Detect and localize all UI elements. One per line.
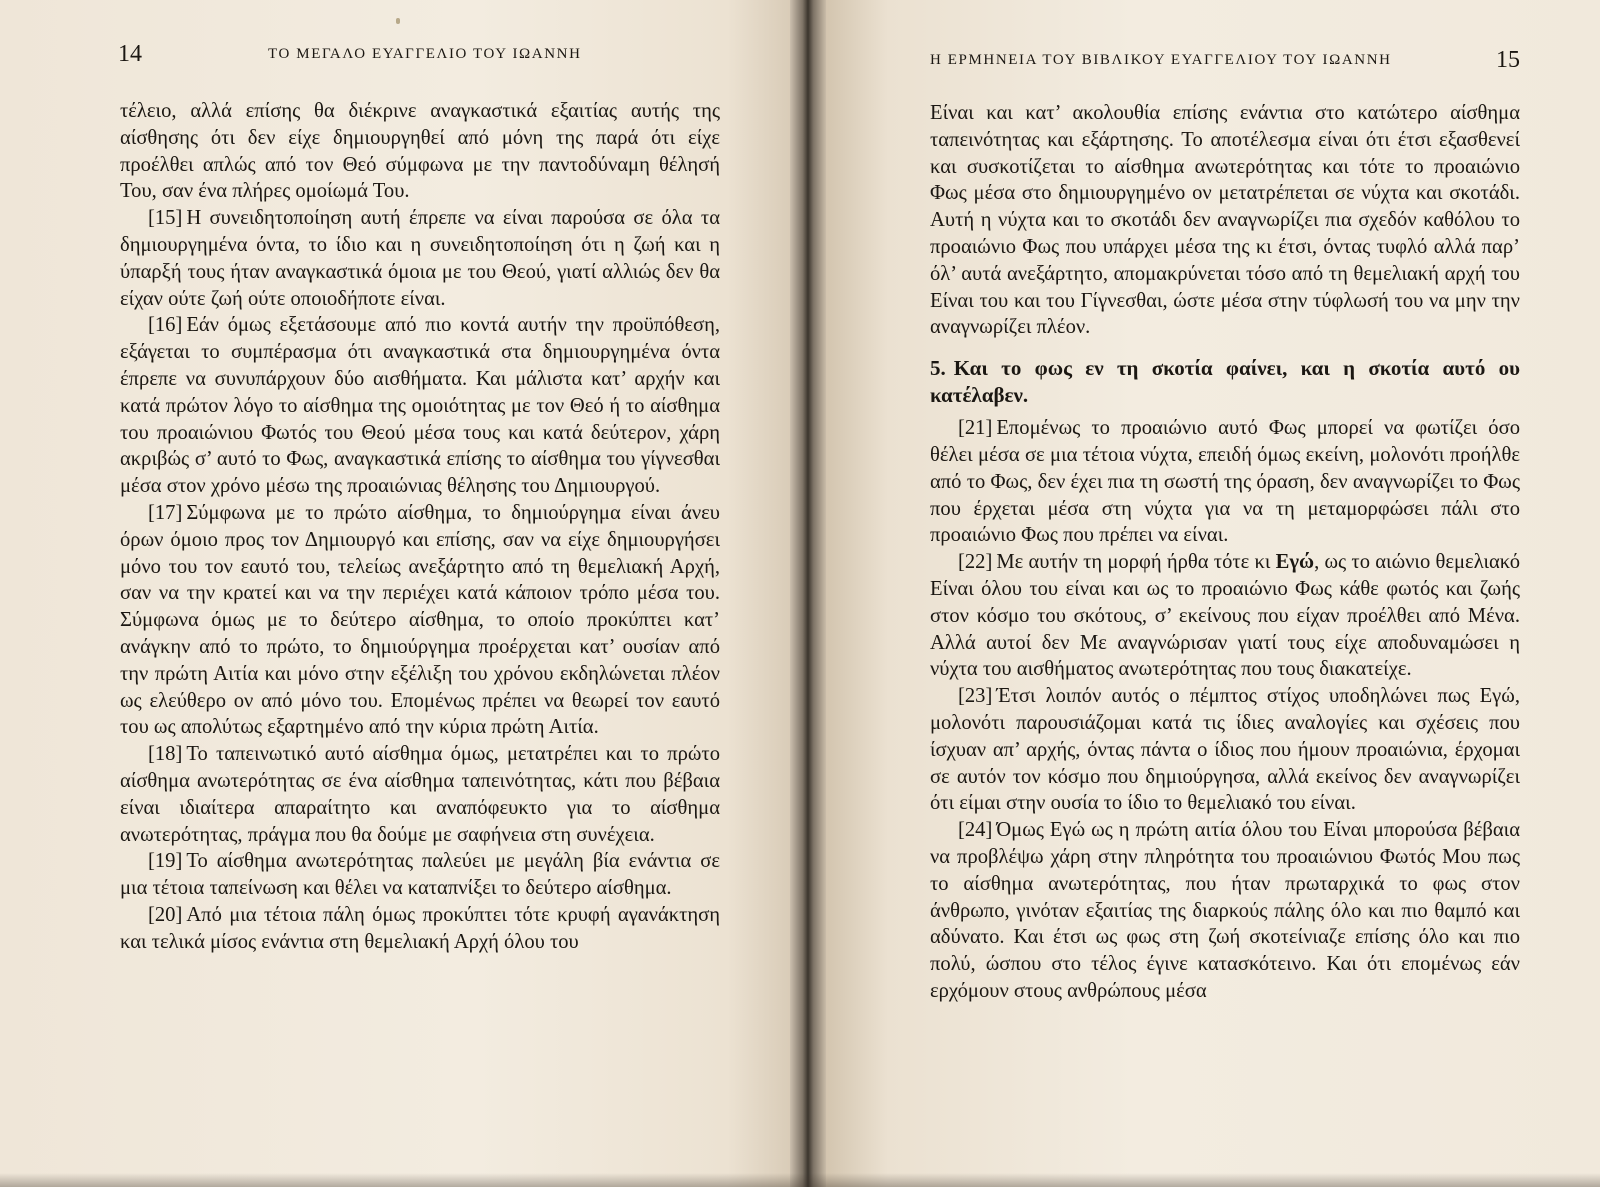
paragraph-text: Είναι και κατ’ ακολουθία επίσης ενάντια στο κατώτερο αίσθημα ταπεινότητας και εξάρτησης. Το αποτέλεσμα είναι ότι έτσι εξασθενεί και συσκοτίζεται το αίσθημα ανωτερότητας και τότε το προαιώνιο Φως μέσα στο δημιουργημένο ον μετατρέπεται σε νύχτα και σκοτάδι. Αυτή η νύχτα και το σκοτάδι δεν αναγνωρίζει πια σχεδόν καθόλου το προαιώνιο Φως που υπάρχει μέσα της κι έτσι, όντας τυφλό αλλά παρ’ όλ’ αυτά ανεξάρτητο, απομακρύνεται τόσο από τη θεμελιακή αρχή του Είναι του και του Γίγνεσθαι, ώστε μέσα στην τύφλωσή του να μην την αναγνωρίζει πλέον. bbox=[930, 102, 1520, 339]
paragraph-21 bbox=[930, 415, 1520, 549]
paragraph-number: [21] bbox=[958, 417, 993, 440]
paragraph-number: [15] bbox=[148, 207, 183, 230]
paragraph-text: Το ταπεινωτικό αυτό αίσθημα όμως, μετατρέπει και το πρώτο αίσθημα ανωτερότητας σε ένα αίσθημα ταπεινότητας, κάτι που βέβαια είναι ιδιαίτερα απαραίτητο και αναπόφευκτο για το αίσθημα ανωτερότητας, πράγμα που θα δούμε με σαφήνεια στη συνέχεια. bbox=[120, 743, 720, 846]
paragraph-number: [23] bbox=[958, 685, 993, 708]
right-page-number: 15 bbox=[1496, 47, 1520, 73]
paragraph-number: [18] bbox=[148, 743, 183, 766]
paragraph-20 bbox=[120, 902, 720, 956]
paragraph-text: τέλειο, αλλά επίσης θα διέκρινε αναγκαστικά εξαιτίας αυτής της αίσθησης ότι δεν είχε δημιουργηθεί από μόνη της παρά ότι είχε προέλθει απλώς από τον Θεό σύμφωνα με την παντοδύναμη θέλησή Του, σαν ένα πλήρες ομοίωμά Του. bbox=[120, 100, 720, 203]
left-text-block bbox=[120, 98, 720, 956]
paragraph-22 bbox=[930, 549, 1520, 683]
paragraph-text: Όμως Εγώ ως η πρώτη αιτία όλου του Είναι μπορούσα βέβαια να προβλέψω χάρη στην πληρότητα του προαιώνιου Φωτός Μου πως το αίσθημα ανωτερότητας, που ήταν πρωταρχικά το φως στον άνθρωπο, γινόταν εξαιτίας της διαρκούς πάλης όλο και πιο θαμπό και αδύνατο. Και έτσι ως φως στη ζωή σκοτείνιαζε επίσης όλο και πιο πολύ, ώσπου στο τέλος έγινε κατασκότεινο. Και ότι επομένως εάν ερχόμουν στους ανθρώπους μέσα bbox=[930, 819, 1520, 1002]
paragraph-text: Με αυτήν τη μορφή ήρθα τότε κι bbox=[996, 551, 1276, 574]
paragraph-text: Σύμφωνα με το πρώτο αίσθημα, το δημιούργημα είναι άνευ όρων όμοιο προς τον Δημιουργό και επίσης, σαν να είχε δημιουργήσει μόνο του τον εαυτό του, τελείως ανεξάρτητο από τη θεμελιακή Αρχή, σαν να την κρατεί και να την περιέχει κατά κάποιον τρόπο μέσα του. Σύμφωνα όμως με το δεύτερο αίσθημα, το οποίο προκύπτει κατ’ ανάγκην από το πρώτο, το δημιούργημα προέρχεται κατ’ ουσίαν από την πρώτη Αιτία και μόνο στην εξέλιξη του χρόνου εκδηλώνεται πλέον ως ελεύθερο ον από μόνο του. Επομένως πρέπει να θεωρεί τον εαυτό του ως απολύτως εξαρτημένο από την κύρια πρώτη Αιτία. bbox=[120, 501, 720, 739]
paragraph-text: Το αίσθημα ανωτερότητας παλεύει με μεγάλη βία ενάντια σε μια τέτοια ταπείνωση και θέλει να καταπνίξει το δεύτερο αίσθημα. bbox=[120, 850, 720, 900]
paragraph-19 bbox=[120, 848, 720, 902]
right-text-block bbox=[930, 100, 1520, 1005]
paragraph-number: [22] bbox=[958, 551, 993, 574]
emphasis-ego: Εγώ bbox=[1275, 551, 1315, 574]
right-running-title: Η ΕΡΜΗΝΕΙΑ ΤΟΥ ΒΙΒΛΙΚΟΥ ΕΥΑΓΓΕΛΙΟΥ ΤΟΥ ΙΩΑΝΝΗ bbox=[930, 52, 1392, 68]
paragraph-number: [19] bbox=[148, 850, 183, 873]
paragraph-text: Η συνειδητοποίηση αυτή έπρεπε να είναι παρούσα σε όλα τα δημιουργημένα όντα, το ίδιο και η συνειδητοποίηση ότι η ζωή και η ύπαρξή τους ήταν αναγκαστικά όμοια με του Θεού, γιατί αλλιώς δεν θα είχαν ούτε ζωή ούτε οποιοδήποτε είναι. bbox=[120, 207, 720, 310]
left-running-title: ΤΟ ΜΕΓΑΛΟ ΕΥΑΓΓΕΛΙΟ ΤΟΥ ΙΩΑΝΝΗ bbox=[268, 46, 582, 62]
paragraph-23 bbox=[930, 683, 1520, 817]
page-bottom-shadow bbox=[0, 1173, 1600, 1187]
paragraph-number: [16] bbox=[148, 314, 183, 337]
paragraph-24 bbox=[930, 817, 1520, 1005]
left-page-number: 14 bbox=[118, 41, 142, 67]
paragraph-text: , ως το αιώνιο θεμελιακό Είναι όλου του είναι και ως το προαιώνιο Φως κάθε φωτός και ζωής στον κόσμο του σκότους, σ’ εκείνους που είχαν προέλθει από Μένα. Αλλά αυτοί δεν Με αναγνώρισαν γιατί τους είχε αποδυναμώσει η νύχτα του αισθήματος ανωτερότητας που τους διακατείχε. bbox=[930, 551, 1520, 681]
section-number: 5. bbox=[930, 356, 946, 381]
book-gutter bbox=[790, 0, 826, 1187]
right-running-head bbox=[930, 46, 1520, 74]
section-heading bbox=[930, 355, 1520, 409]
left-running-head bbox=[118, 40, 678, 68]
paragraph-16 bbox=[120, 312, 720, 500]
paragraph-continuation bbox=[120, 98, 720, 205]
paragraph-18 bbox=[120, 741, 720, 848]
paragraph-continuation bbox=[930, 100, 1520, 341]
left-page bbox=[0, 0, 790, 1187]
paragraph-text: Εάν όμως εξετάσουμε από πιο κοντά αυτήν την προϋπόθεση, εξάγεται το συμπέρασμα ότι αναγκαστικά στα δημιουργημένα όντα έπρεπε να συνυπάρχουν δύο αισθήματα. Και μάλιστα κατ’ αρχήν και κατά πρώτον λόγο το αίσθημα της ομοιότητας με τον Θεό ή το αίσθημα του προαιώνιου Φωτός του Θεού μέσα τους και κατά δεύτερον, χάρη ακριβώς σ’ αυτό το Φως, αναγκαστικά επίσης το αίσθημα του γίγνεσθαι μέσα στον χρόνο μέσω της προαιώνιας θέλησης του Δημιουργού. bbox=[120, 314, 720, 498]
paragraph-text: Επομένως το προαιώνιο αυτό Φως μπορεί να φωτίζει όσο θέλει μέσα σε μια τέτοια νύχτα, επειδή όμως εκείνη, μολονότι προήλθε από το Φως, δεν έχει πια τη σωστή της όραση, δεν αναγνωρίζει το Φως που έρχεται μέσα στη νύχτα για να τη μεταμορφώσει πάλι στο προαιώνιο Φως που πρέπει να είναι. bbox=[930, 417, 1520, 547]
paragraph-17 bbox=[120, 500, 720, 741]
right-page bbox=[826, 0, 1600, 1187]
paragraph-number: [20] bbox=[148, 903, 183, 926]
paragraph-text: Έτσι λοιπόν αυτός ο πέμπτος στίχος υποδηλώνει πως Εγώ, μολονότι παρουσιάζομαι κατά τις ίδιες αναλογίες και σχέσεις που ίσχυαν απ’ αρχής, όντας πάντα ο ίδιος που ήμουν προαιώνια, έρχομαι σε αυτόν τον κόσμο που δημιούργησα, αλλά εκείνος δεν αναγνωρίζει ότι είμαι στην ουσία το ίδιο το θεμελιακό του είναι. bbox=[930, 685, 1520, 815]
section-title: Και το φως εν τη σκοτία φαίνει, και η σκοτία αυτό ου κατέλαβεν. bbox=[930, 356, 1520, 408]
paragraph-number: [17] bbox=[148, 501, 183, 524]
paper-speck bbox=[396, 18, 400, 24]
paragraph-number: [24] bbox=[958, 819, 993, 842]
paragraph-15 bbox=[120, 205, 720, 312]
paragraph-text: Από μια τέτοια πάλη όμως προκύπτει τότε κρυφή αγανάκτηση και τελικά μίσος ενάντια στη θεμελιακή Αρχή όλου του bbox=[120, 903, 720, 953]
